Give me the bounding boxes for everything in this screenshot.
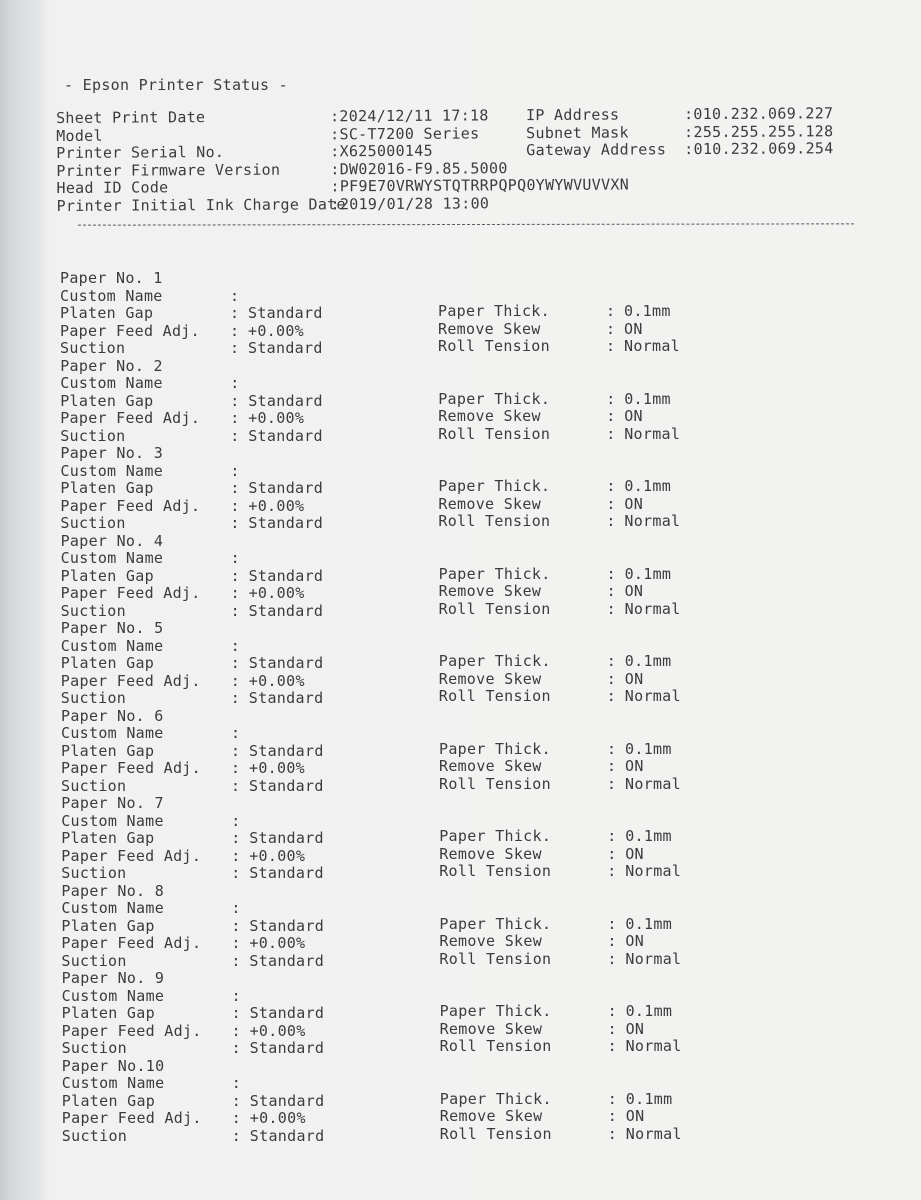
custom-name-label: Custom Name <box>60 286 163 305</box>
suction-value: Standard <box>248 514 324 532</box>
paper-block <box>61 533 741 621</box>
paper-thick-label: Paper Thick. <box>438 652 551 670</box>
paper-feed-adj-value: +0.00% <box>249 934 306 952</box>
colon: : <box>606 319 616 338</box>
paper-block <box>61 620 741 708</box>
paper-row <box>61 708 741 726</box>
roll-tension-value: Normal <box>625 1037 682 1055</box>
roll-tension-label: Roll Tension <box>438 337 550 355</box>
remove-skew-value: ON <box>625 757 644 775</box>
platen-gap-label: Platen Gap <box>61 741 155 760</box>
paper-feed-adj-label: Paper Feed Adj. <box>61 846 202 865</box>
platen-gap-value: Standard <box>249 1091 325 1110</box>
paper-thick-label: Paper Thick. <box>438 564 551 583</box>
platen-gap-value: Standard <box>248 479 324 497</box>
colon: : <box>607 757 617 775</box>
paper-feed-adj-label: Paper Feed Adj. <box>60 321 200 340</box>
remove-skew-label: Remove Skew <box>438 494 542 513</box>
paper-feed-adj-value: +0.00% <box>249 846 306 865</box>
platen-gap-label: Platen Gap <box>61 1091 156 1110</box>
paper-thick-value: 0.1mm <box>624 477 672 495</box>
colon: : <box>231 986 241 1005</box>
platen-gap-value: Standard <box>248 304 323 322</box>
paper-feed-adj-value: +0.00% <box>248 321 304 340</box>
colon: : <box>230 601 240 620</box>
suction-label: Suction <box>60 426 126 445</box>
paper-feed-adj-value: +0.00% <box>248 671 305 690</box>
paper-feed-adj-value: +0.00% <box>249 759 305 777</box>
paper-row <box>60 424 740 446</box>
colon: : <box>231 1126 242 1145</box>
custom-name-label: Custom Name <box>61 899 165 917</box>
roll-tension-value: Normal <box>625 949 682 968</box>
paper-thick-value: 0.1mm <box>624 302 671 320</box>
colon: : <box>230 584 240 602</box>
suction-label: Suction <box>61 776 127 795</box>
colon: : <box>230 496 240 515</box>
roll-tension-value: Normal <box>624 337 680 355</box>
roll-tension-label: Roll Tension <box>439 1037 552 1055</box>
sheet-title: - Epson Printer Status - <box>64 76 288 94</box>
paper-block <box>61 883 741 971</box>
paper-row <box>61 883 741 901</box>
colon: : <box>607 1037 617 1055</box>
colon: : <box>606 564 616 583</box>
paper-thick-label: Paper Thick. <box>439 739 551 758</box>
paper-fold-shadow <box>0 0 44 1200</box>
suction-value: Standard <box>249 1126 325 1145</box>
paper-block <box>61 708 741 796</box>
header-network-value: :255.255.255.128 <box>684 121 834 141</box>
colon: : <box>231 864 241 882</box>
colon: : <box>607 844 617 863</box>
colon: : <box>607 1124 618 1143</box>
custom-name-label: Custom Name <box>60 549 164 567</box>
colon: : <box>231 724 241 742</box>
paper-block <box>62 1058 742 1146</box>
paper-feed-adj-label: Paper Feed Adj. <box>61 1109 202 1127</box>
paper-number: Paper No. 1 <box>60 269 163 287</box>
colon: : <box>231 1021 241 1040</box>
dashed-divider <box>78 223 854 225</box>
colon: : <box>607 932 617 950</box>
colon: : <box>607 1002 617 1020</box>
paper-row <box>61 862 741 883</box>
remove-skew-value: ON <box>624 494 644 513</box>
colon: : <box>606 512 616 530</box>
colon: : <box>230 479 240 497</box>
colon: : <box>231 1039 241 1057</box>
suction-value: Standard <box>249 776 324 795</box>
paper-feed-adj-value: +0.00% <box>248 584 305 602</box>
paper-row <box>61 949 741 971</box>
paper-row <box>60 599 741 621</box>
paper-row <box>60 337 740 358</box>
platen-gap-value: Standard <box>249 741 324 760</box>
colon: : <box>230 689 241 707</box>
platen-gap-value: Standard <box>249 1004 325 1022</box>
platen-gap-label: Platen Gap <box>60 304 154 322</box>
colon: : <box>606 494 616 513</box>
custom-name-label: Custom Name <box>61 1074 165 1092</box>
remove-skew-value: ON <box>625 844 644 863</box>
colon: : <box>230 654 241 672</box>
suction-label: Suction <box>60 339 126 357</box>
paper-feed-adj-label: Paper Feed Adj. <box>60 584 201 602</box>
paper-thick-value: 0.1mm <box>625 1002 673 1020</box>
header-label: Head ID Code <box>56 178 169 198</box>
colon: : <box>231 776 241 795</box>
remove-skew-value: ON <box>624 407 643 425</box>
suction-label: Suction <box>61 1126 128 1145</box>
suction-label: Suction <box>60 514 126 532</box>
colon: : <box>230 286 240 305</box>
remove-skew-value: ON <box>625 932 645 950</box>
paper-block <box>62 970 742 1058</box>
roll-tension-label: Roll Tension <box>439 949 552 968</box>
suction-value: Standard <box>248 426 323 445</box>
paper-feed-adj-value: +0.00% <box>248 409 305 427</box>
custom-name-label: Custom Name <box>60 461 164 480</box>
suction-label: Suction <box>61 864 127 882</box>
paper-number: Paper No. 6 <box>61 706 164 725</box>
remove-skew-label: Remove Skew <box>439 1019 543 1038</box>
paper-row <box>61 1124 742 1146</box>
colon: : <box>231 951 241 970</box>
roll-tension-value: Normal <box>625 774 681 793</box>
colon: : <box>231 1109 242 1127</box>
paper-row <box>60 270 740 288</box>
roll-tension-value: Normal <box>625 862 682 880</box>
header-value: :SC-T7200 Series <box>330 124 480 143</box>
platen-gap-label: Platen Gap <box>60 391 154 410</box>
remove-skew-value: ON <box>625 1107 645 1125</box>
colon: : <box>230 391 240 410</box>
colon: : <box>607 1089 618 1108</box>
paper-row <box>60 687 741 708</box>
platen-gap-value: Standard <box>249 916 325 935</box>
colon: : <box>230 426 240 445</box>
colon: : <box>230 409 240 427</box>
roll-tension-label: Roll Tension <box>438 599 551 618</box>
colon: : <box>606 477 616 495</box>
colon: : <box>231 829 241 847</box>
paper-thick-value: 0.1mm <box>624 389 671 408</box>
paper-thick-label: Paper Thick. <box>439 1089 552 1108</box>
paper-thick-label: Paper Thick. <box>438 477 551 495</box>
colon: : <box>230 671 241 690</box>
colon: : <box>606 687 617 705</box>
paper-thick-value: 0.1mm <box>624 564 672 583</box>
remove-skew-label: Remove Skew <box>438 669 542 688</box>
paper-number: Paper No.10 <box>61 1056 165 1075</box>
paper-thick-label: Paper Thick. <box>438 389 551 408</box>
colon: : <box>230 549 240 567</box>
platen-gap-label: Platen Gap <box>61 916 155 935</box>
paper-row <box>61 620 741 638</box>
colon: : <box>606 407 616 425</box>
paper-thick-label: Paper Thick. <box>439 914 552 933</box>
header-label: Printer Firmware Version <box>56 160 281 180</box>
platen-gap-value: Standard <box>248 391 323 410</box>
colon: : <box>230 461 240 480</box>
custom-name-label: Custom Name <box>61 986 165 1005</box>
paper-feed-adj-label: Paper Feed Adj. <box>60 671 201 690</box>
paper-row <box>62 970 742 988</box>
header-network-value: :010.232.069.227 <box>683 104 834 124</box>
colon: : <box>231 934 241 952</box>
colon: : <box>230 304 240 322</box>
colon: : <box>607 914 617 933</box>
paper-feed-adj-label: Paper Feed Adj. <box>61 934 202 952</box>
remove-skew-value: ON <box>624 669 644 688</box>
remove-skew-value: ON <box>624 319 643 338</box>
paper-block <box>60 445 740 533</box>
paper-row <box>62 1058 742 1076</box>
roll-tension-value: Normal <box>624 512 681 530</box>
header-value: :2019/01/28 13:00 <box>330 194 490 214</box>
suction-label: Suction <box>60 601 126 620</box>
header-value: :2024/12/11 17:18 <box>329 106 489 126</box>
paper-thick-value: 0.1mm <box>625 739 672 758</box>
custom-name-label: Custom Name <box>60 636 164 655</box>
roll-tension-value: Normal <box>624 424 681 443</box>
roll-tension-label: Roll Tension <box>439 774 551 793</box>
roll-tension-value: Normal <box>624 687 681 705</box>
colon: : <box>231 811 241 830</box>
remove-skew-label: Remove Skew <box>439 932 543 950</box>
roll-tension-label: Roll Tension <box>438 687 551 705</box>
paper-feed-adj-label: Paper Feed Adj. <box>61 1021 202 1040</box>
remove-skew-value: ON <box>625 1019 645 1038</box>
paper-number: Paper No. 9 <box>61 969 165 987</box>
header-label: Sheet Print Date <box>55 108 206 127</box>
platen-gap-value: Standard <box>248 566 324 585</box>
paper-row <box>60 512 740 533</box>
colon: : <box>607 862 617 880</box>
colon: : <box>606 652 617 670</box>
paper-block <box>60 358 740 446</box>
colon: : <box>230 321 240 340</box>
platen-gap-label: Platen Gap <box>61 829 155 847</box>
paper-row <box>61 1037 742 1058</box>
colon: : <box>231 1074 242 1092</box>
header-network-label: Gateway Address <box>526 140 667 160</box>
roll-tension-label: Roll Tension <box>439 1124 552 1143</box>
roll-tension-label: Roll Tension <box>439 862 552 880</box>
roll-tension-value: Normal <box>625 1124 682 1143</box>
custom-name-label: Custom Name <box>61 724 164 742</box>
colon: : <box>607 1107 618 1125</box>
paper-feed-adj-value: +0.00% <box>249 1021 306 1040</box>
suction-value: Standard <box>249 864 324 882</box>
platen-gap-label: Platen Gap <box>60 479 154 497</box>
platen-gap-value: Standard <box>248 654 324 672</box>
colon: : <box>230 339 240 357</box>
paper-block <box>61 795 741 883</box>
paper-feed-adj-label: Paper Feed Adj. <box>60 496 201 515</box>
paper-row <box>61 795 741 813</box>
suction-label: Suction <box>61 951 127 970</box>
paper-feed-adj-label: Paper Feed Adj. <box>61 759 201 777</box>
paper-feed-adj-value: +0.00% <box>249 1109 306 1127</box>
colon: : <box>606 389 616 408</box>
paper-row <box>61 774 741 796</box>
header-value: :X625000145 <box>330 141 433 161</box>
colon: : <box>607 739 617 758</box>
paper-thick-value: 0.1mm <box>624 652 672 670</box>
suction-value: Standard <box>249 951 325 970</box>
colon: : <box>231 846 241 865</box>
paper-number: Paper No. 4 <box>60 531 164 550</box>
remove-skew-label: Remove Skew <box>439 844 542 863</box>
paper-number: Paper No. 3 <box>60 444 164 462</box>
colon: : <box>606 302 616 320</box>
header-network-label: IP Address <box>525 105 620 125</box>
printer-info-header <box>55 104 834 216</box>
paper-row <box>61 533 741 551</box>
suction-label: Suction <box>60 689 127 707</box>
header-value: :DW02016-F9.85.5000 <box>330 159 508 179</box>
paper-number: Paper No. 2 <box>60 356 163 375</box>
custom-name-label: Custom Name <box>61 811 164 830</box>
roll-tension-label: Roll Tension <box>438 512 551 530</box>
colon: : <box>231 759 241 777</box>
colon: : <box>606 599 616 618</box>
colon: : <box>607 774 617 793</box>
suction-value: Standard <box>249 1039 325 1057</box>
paper-thick-label: Paper Thick. <box>439 1002 552 1020</box>
paper-thick-value: 0.1mm <box>625 827 672 845</box>
colon: : <box>607 949 617 968</box>
platen-gap-label: Platen Gap <box>60 566 154 585</box>
header-label: Printer Initial Ink Charge Date <box>56 195 346 215</box>
suction-value: Standard <box>248 339 323 357</box>
header-network-value: :010.232.069.254 <box>684 139 834 159</box>
paper-thick-label: Paper Thick. <box>439 827 552 845</box>
colon: : <box>231 741 241 760</box>
colon: : <box>230 514 240 532</box>
paper-thick-value: 0.1mm <box>625 1089 673 1108</box>
header-label: Model <box>56 126 103 145</box>
header-label: Printer Serial No. <box>56 143 225 163</box>
colon: : <box>231 916 241 935</box>
remove-skew-label: Remove Skew <box>439 757 542 775</box>
paper-thick-label: Paper Thick. <box>438 302 550 320</box>
remove-skew-label: Remove Skew <box>438 582 542 600</box>
paper-row <box>60 358 740 376</box>
suction-value: Standard <box>248 689 324 707</box>
paper-number: Paper No. 8 <box>61 881 165 900</box>
colon: : <box>606 424 616 443</box>
colon: : <box>230 636 241 655</box>
paper-number: Paper No. 7 <box>61 794 164 812</box>
paper-thick-value: 0.1mm <box>625 914 673 933</box>
colon: : <box>606 337 616 355</box>
header-value: :PF9E70VRWYSTQTRRPQPQ0YWYWVUVVXN <box>330 175 630 196</box>
roll-tension-label: Roll Tension <box>438 424 551 443</box>
custom-name-label: Custom Name <box>60 374 163 392</box>
paper-number: Paper No. 5 <box>60 619 164 637</box>
paper-block <box>60 270 740 358</box>
header-network-label: Subnet Mask <box>526 123 629 142</box>
platen-gap-label: Platen Gap <box>61 1004 155 1022</box>
paper-feed-adj-label: Paper Feed Adj. <box>60 409 201 427</box>
paper-row <box>60 445 740 463</box>
suction-label: Suction <box>61 1039 127 1057</box>
colon: : <box>231 1091 242 1110</box>
colon: : <box>230 566 240 585</box>
suction-value: Standard <box>248 601 324 620</box>
colon: : <box>606 582 616 600</box>
remove-skew-value: ON <box>624 582 644 600</box>
colon: : <box>607 1019 617 1038</box>
platen-gap-value: Standard <box>249 829 324 847</box>
roll-tension-value: Normal <box>624 599 681 618</box>
colon: : <box>606 669 617 688</box>
paper-feed-adj-value: +0.00% <box>248 496 305 515</box>
colon: : <box>230 374 240 392</box>
colon: : <box>607 827 617 845</box>
remove-skew-label: Remove Skew <box>438 319 541 338</box>
platen-gap-label: Platen Gap <box>60 654 155 672</box>
remove-skew-label: Remove Skew <box>438 407 541 425</box>
colon: : <box>231 899 241 917</box>
colon: : <box>231 1004 241 1022</box>
remove-skew-label: Remove Skew <box>439 1107 543 1125</box>
